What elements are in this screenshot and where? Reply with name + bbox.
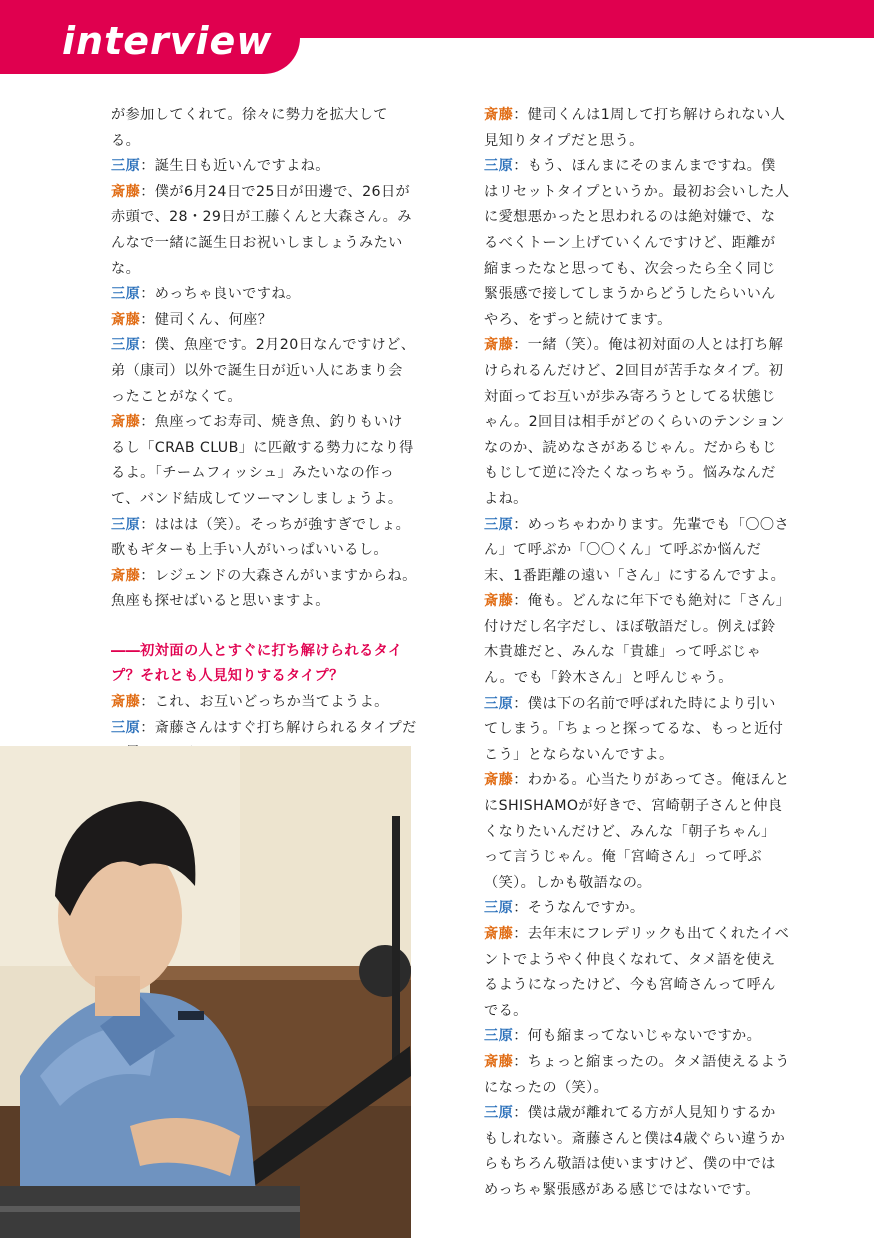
dialogue-line [484, 154, 790, 333]
dialogue-text: ：僕は歳が離れてる方が人見知りするかもしれない。斎藤さんと僕は4歳ぐらい違うからもちろん敬語は使いますけど、僕の中ではめっちゃ緊張感がある感じではないです。 [484, 1105, 786, 1198]
dialogue-line [111, 690, 417, 716]
speaker-name: 斎藤 [484, 926, 514, 942]
speaker-name: 斎藤 [111, 311, 141, 328]
dialogue-line [484, 333, 790, 512]
speaker-name: 三原 [111, 719, 141, 736]
dialogue-line [111, 513, 417, 564]
dialogue-text: ：めっちゃ良いですね。 [140, 286, 301, 303]
speaker-name: 斎藤 [484, 107, 514, 123]
right-dialogue [484, 103, 790, 1204]
speaker-name: 斎藤 [111, 414, 141, 431]
speaker-name: 三原 [111, 286, 141, 303]
speaker-name: 三原 [111, 337, 141, 354]
speaker-name: 三原 [484, 1028, 514, 1045]
dialogue-line [484, 1050, 790, 1101]
dialogue-line [484, 1101, 790, 1203]
dialogue-text: ：健司くんは1周して打ち解けられない人見知りタイプだと思う。 [484, 107, 786, 149]
speaker-name: 三原 [484, 695, 514, 712]
dialogue-line [484, 1024, 790, 1050]
dialogue-line [484, 692, 790, 769]
speaker-name: 三原 [484, 1105, 514, 1122]
speaker-name: 三原 [484, 516, 514, 533]
dialogue-line [484, 589, 790, 691]
dialogue-text: ：これ、お互いどっちか当てようよ。 [140, 694, 389, 711]
dialogue-text: ：僕は下の名前で呼ばれた時により引いてしまう。「ちょっと探ってるな、もっと近付こう」とならないんですよ。 [484, 695, 784, 763]
dialogue-text: ：何も縮まってないじゃないですか。 [513, 1028, 762, 1045]
dialogue-text: が参加してくれて。徐々に勢力を拡大してる。 [111, 107, 388, 149]
dialogue-text: ：誕生日も近いんですよね。 [140, 158, 330, 175]
dialogue-line [111, 180, 417, 282]
dialogue-line [484, 896, 790, 922]
speaker-name: 斎藤 [111, 567, 141, 584]
dialogue-text: ：斎藤さんはすぐ打ち解けられるタイプだ [140, 719, 417, 736]
dialogue-line [484, 513, 790, 590]
dialogue-text: ：僕が6月24日で25日が田邊で、26日が赤頭で、28・29日が工藤くんと大森さん。みんなで一緒に誕生日お祝いしましょうみたいな。 [111, 183, 412, 277]
dialogue-text: ：魚座ってお寿司、焼き魚、釣りもいけるし「CRAB CLUB」に匹敵する勢力になり得るよ。「チームフィッシュ」みたいなの作って、バンド結成してツーマンしましょうよ。 [111, 414, 414, 507]
speaker-name: 斎藤 [484, 772, 514, 789]
dialogue-line [111, 154, 417, 180]
dialogue-text: ：めっちゃわかります。先輩でも「〇〇さん」て呼ぶか「〇〇くん」て呼ぶか悩んだ末、1番距離の遠い「さん」にするんですよ。 [484, 516, 790, 584]
dialogue-line [111, 103, 417, 154]
speaker-name: 斎藤 [484, 1053, 514, 1070]
dialogue-line [111, 308, 417, 334]
speaker-name: 斎藤 [111, 183, 141, 200]
speaker-name: 斎藤 [484, 337, 514, 354]
dialogue-line [484, 768, 790, 896]
interview-photo [0, 746, 411, 1238]
dialogue-text: ：ちょっと縮まったの。タメ語使えるようになったの（笑）。 [484, 1053, 790, 1096]
dialogue-text: ：そうなんですか。 [513, 900, 645, 917]
dialogue-line [111, 410, 417, 512]
speaker-name: 三原 [111, 516, 141, 533]
right-column [484, 103, 790, 1204]
dialogue-text: ：健司くん、何座？ [140, 311, 273, 328]
dialogue-text: ：ははは（笑）。そっちが強すぎでしょ。歌もギターも上手い人がいっぱいいるし。 [111, 516, 411, 559]
dialogue-text: ：僕、魚座です。2月20日なんですけど、弟（康司）以外で誕生日が近い人にあまり会ったことがなくて。 [111, 337, 416, 405]
dialogue-line [111, 564, 417, 615]
dialogue-line [111, 333, 417, 410]
dialogue-line [111, 282, 417, 308]
dialogue-text: ：レジェンドの大森さんがいますからね。魚座も探せばいると思いますよ。 [111, 567, 417, 610]
speaker-name: 三原 [484, 900, 514, 917]
dialogue-text: ：わかる。心当たりがあってさ。俺ほんとにSHISHAMOが好きで、宮崎朝子さんと仲良くなりたいんだけど、みんな「朝子ちゃん」って言うじゃん。俺「宮崎さん」って呼ぶ（笑）。しかも敬語なの。 [484, 772, 790, 891]
dialogue-line [484, 922, 790, 1024]
photo-illustration [0, 746, 411, 1238]
speaker-name: 三原 [111, 158, 141, 175]
left-column [111, 103, 417, 767]
left-dialogue [111, 103, 417, 615]
speaker-name: 斎藤 [111, 694, 141, 711]
dialogue-text: ：一緒（笑）。俺は初対面の人とは打ち解けられるんだけど、2回目が苦手なタイプ。初対面ってお互いが歩み寄ろうとしてる状態じゃん。2回目は相手がどのくらいのテンションなのか、読めなさがあるじゃん。だからもじもじして逆に冷たくなっちゃう。悩みなんだよね。 [484, 337, 785, 507]
header-tab [0, 0, 300, 74]
speaker-name: 斎藤 [484, 593, 514, 610]
dialogue-text: ：俺も。どんなに年下でも絶対に「さん」付けだし名字だし、ほぼ敬語だし。例えば鈴木貴雄だと、みんな「貴雄」って呼ぶじゃん。でも「鈴木さん」と呼んじゃう。 [484, 593, 784, 687]
dialogue-text: ：もう、ほんまにそのまんまですね。僕はリセットタイプというか。最初お会いした人に愛想悪かったと思われるのは絶対嫌で、なるべくトーン上げていくんですけど、距離が縮まったなと思っても、次会ったら全く同じ緊張感で接してしまうからどうしたらいいんやろ、をずっと続けてます。 [484, 158, 790, 328]
dialogue-line [484, 103, 790, 154]
dialogue-text: ：去年末にフレデリックも出てくれたイベントでようやく仲良くなれて、タメ語を使えるようになったけど、今も宮崎さんって呼んでる。 [484, 926, 790, 1019]
page-title: interview [62, 19, 273, 63]
speaker-name: 三原 [484, 158, 514, 175]
interview-question: ――初対面の人とすぐに打ち解けられるタイプ？それとも人見知りするタイプ？ [111, 642, 403, 685]
